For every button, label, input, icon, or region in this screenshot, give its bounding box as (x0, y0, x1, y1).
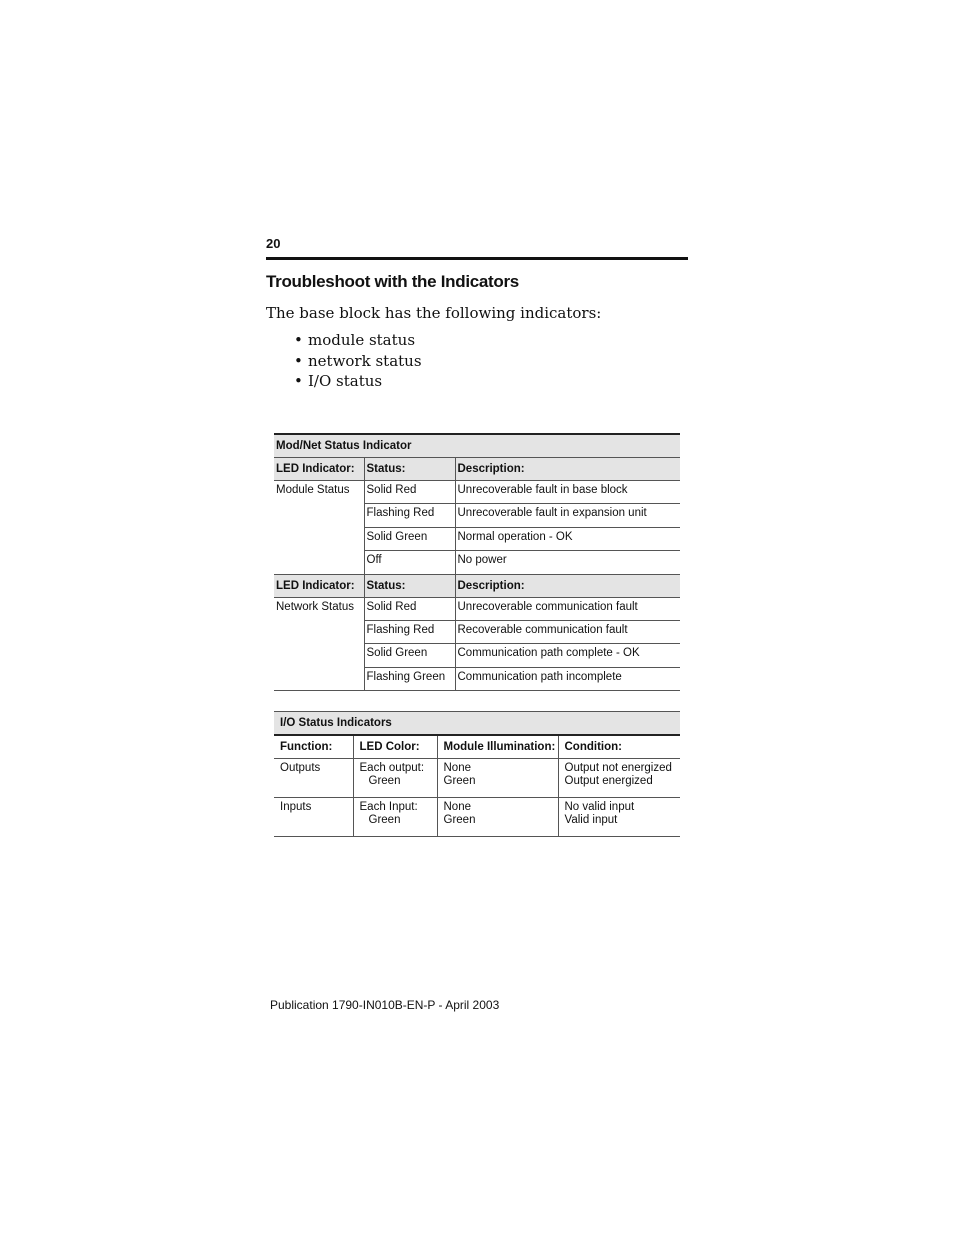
led-color-cell: Each Input: Green (353, 798, 437, 837)
header-led-color: LED Color: (353, 735, 437, 759)
publication-footer: Publication 1790-IN010B-EN-P - April 2003 (270, 998, 500, 1012)
intro-text: The base block has the following indicators: (266, 304, 602, 322)
function-cell: Inputs (274, 798, 353, 837)
header-led-indicator: LED Indicator: (274, 458, 364, 481)
header-led-indicator: LED Indicator: (274, 574, 364, 597)
header-condition: Condition: (558, 735, 680, 759)
status-cell: Flashing Red (364, 620, 455, 643)
table-row (274, 481, 680, 504)
status-cell: Solid Red (364, 597, 455, 620)
description-cell: Normal operation - OK (455, 527, 680, 550)
status-cell: Flashing Red (364, 504, 455, 527)
description-cell: Unrecoverable communication fault (455, 597, 680, 620)
modnet-status-table (274, 433, 680, 691)
table-header-row (274, 458, 680, 481)
header-status: Status: (364, 574, 455, 597)
bullet-icon: • (294, 372, 303, 390)
table-title-row (274, 434, 680, 458)
led-color-cell: Each output: Green (353, 759, 437, 798)
description-cell: Communication path complete - OK (455, 644, 680, 667)
description-cell: Unrecoverable fault in base block (455, 481, 680, 504)
illumination-cell: None Green (437, 798, 558, 837)
list-item: • module status (294, 331, 416, 349)
list-item: • I/O status (294, 372, 383, 390)
status-cell: Solid Red (364, 481, 455, 504)
illumination-cell: None Green (437, 759, 558, 798)
indicator-list (294, 330, 422, 392)
header-description: Description: (455, 574, 680, 597)
status-cell: Solid Green (364, 527, 455, 550)
header-rule (266, 257, 688, 260)
description-cell: Communication path incomplete (455, 667, 680, 690)
header-module-illumination: Module Illumination: (437, 735, 558, 759)
header-function: Function: (274, 735, 353, 759)
indicator-name: Network Status (274, 597, 364, 691)
table-header-row (274, 735, 680, 759)
function-cell: Outputs (274, 759, 353, 798)
header-description: Description: (455, 458, 680, 481)
bullet-icon: • (294, 351, 303, 370)
description-cell: Unrecoverable fault in expansion unit (455, 504, 680, 527)
table-title: Mod/Net Status Indicator (274, 434, 680, 458)
table-row (274, 759, 680, 798)
description-cell: Recoverable communication fault (455, 620, 680, 643)
condition-cell: Output not energized Output energized (558, 759, 680, 798)
table-row (274, 798, 680, 837)
list-item: • network status (294, 351, 422, 370)
header-status: Status: (364, 458, 455, 481)
condition-cell: No valid input Valid input (558, 798, 680, 837)
table-title-row (274, 712, 680, 736)
table-row (274, 597, 680, 620)
table-title: I/O Status Indicators (274, 712, 680, 736)
io-status-table (274, 711, 680, 837)
table-header-row (274, 574, 680, 597)
bullet-icon: • (294, 331, 303, 349)
status-cell: Solid Green (364, 644, 455, 667)
indicator-name: Module Status (274, 481, 364, 575)
page-number: 20 (266, 236, 281, 251)
description-cell: No power (455, 551, 680, 574)
status-cell: Off (364, 551, 455, 574)
status-cell: Flashing Green (364, 667, 455, 690)
section-heading: Troubleshoot with the Indicators (266, 272, 519, 291)
